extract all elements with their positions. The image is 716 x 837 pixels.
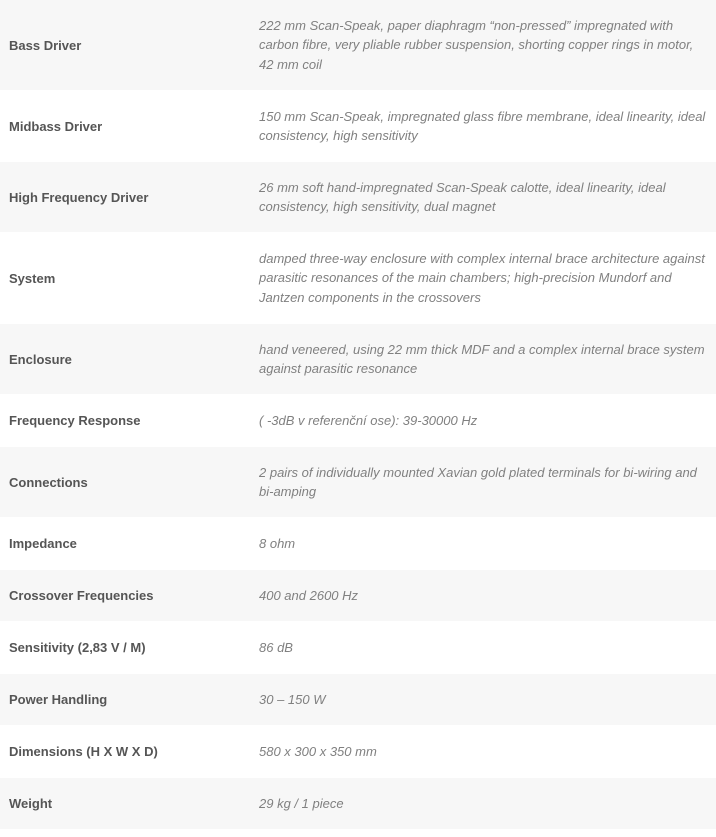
spec-label: Connections [0, 447, 250, 518]
spec-value: damped three-way enclosure with complex internal brace architecture against parasitic resonances of the main chambers; high-precision Mundorf and Jantzen components in the crossovers [250, 233, 716, 324]
spec-row-crossover-frequencies [0, 570, 716, 622]
spec-row-frequency-response [0, 395, 716, 447]
spec-label: High Frequency Driver [0, 162, 250, 233]
spec-label: Dimensions (H X W X D) [0, 726, 250, 778]
spec-label: Power Handling [0, 674, 250, 726]
spec-row-bass-driver [0, 0, 716, 91]
spec-row-system [0, 233, 716, 324]
spec-value: 29 kg / 1 piece [250, 778, 716, 830]
spec-row-midbass-driver [0, 91, 716, 162]
spec-row-impedance [0, 518, 716, 570]
spec-label: Sensitivity (2,83 V / M) [0, 622, 250, 674]
spec-label: Crossover Frequencies [0, 570, 250, 622]
spec-value: 580 x 300 x 350 mm [250, 726, 716, 778]
spec-label: Enclosure [0, 324, 250, 395]
spec-label: Frequency Response [0, 395, 250, 447]
spec-value: 150 mm Scan-Speak, impregnated glass fibre membrane, ideal linearity, ideal consistency, high sensitivity [250, 91, 716, 162]
spec-value: 2 pairs of individually mounted Xavian gold plated terminals for bi-wiring and bi-amping [250, 447, 716, 518]
spec-value: 222 mm Scan-Speak, paper diaphragm “non-pressed” impregnated with carbon fibre, very pliable rubber suspension, shorting copper rings in motor, 42 mm coil [250, 0, 716, 91]
spec-value: hand veneered, using 22 mm thick MDF and a complex internal brace system against parasitic resonance [250, 324, 716, 395]
spec-label: Impedance [0, 518, 250, 570]
spec-value: 26 mm soft hand-impregnated Scan-Speak calotte, ideal linearity, ideal consistency, high sensitivity, dual magnet [250, 162, 716, 233]
spec-value: 86 dB [250, 622, 716, 674]
spec-label: Bass Driver [0, 0, 250, 91]
spec-label: Weight [0, 778, 250, 830]
spec-row-weight [0, 778, 716, 830]
spec-label: Midbass Driver [0, 91, 250, 162]
spec-row-connections [0, 447, 716, 518]
spec-value: ( -3dB v referenční ose): 39-30000 Hz [250, 395, 716, 447]
spec-row-power-handling [0, 674, 716, 726]
spec-label: System [0, 233, 250, 324]
spec-value: 30 – 150 W [250, 674, 716, 726]
spec-row-dimensions [0, 726, 716, 778]
spec-value: 400 and 2600 Hz [250, 570, 716, 622]
spec-row-enclosure [0, 324, 716, 395]
spec-row-sensitivity [0, 622, 716, 674]
spec-value: 8 ohm [250, 518, 716, 570]
spec-row-high-frequency-driver [0, 162, 716, 233]
